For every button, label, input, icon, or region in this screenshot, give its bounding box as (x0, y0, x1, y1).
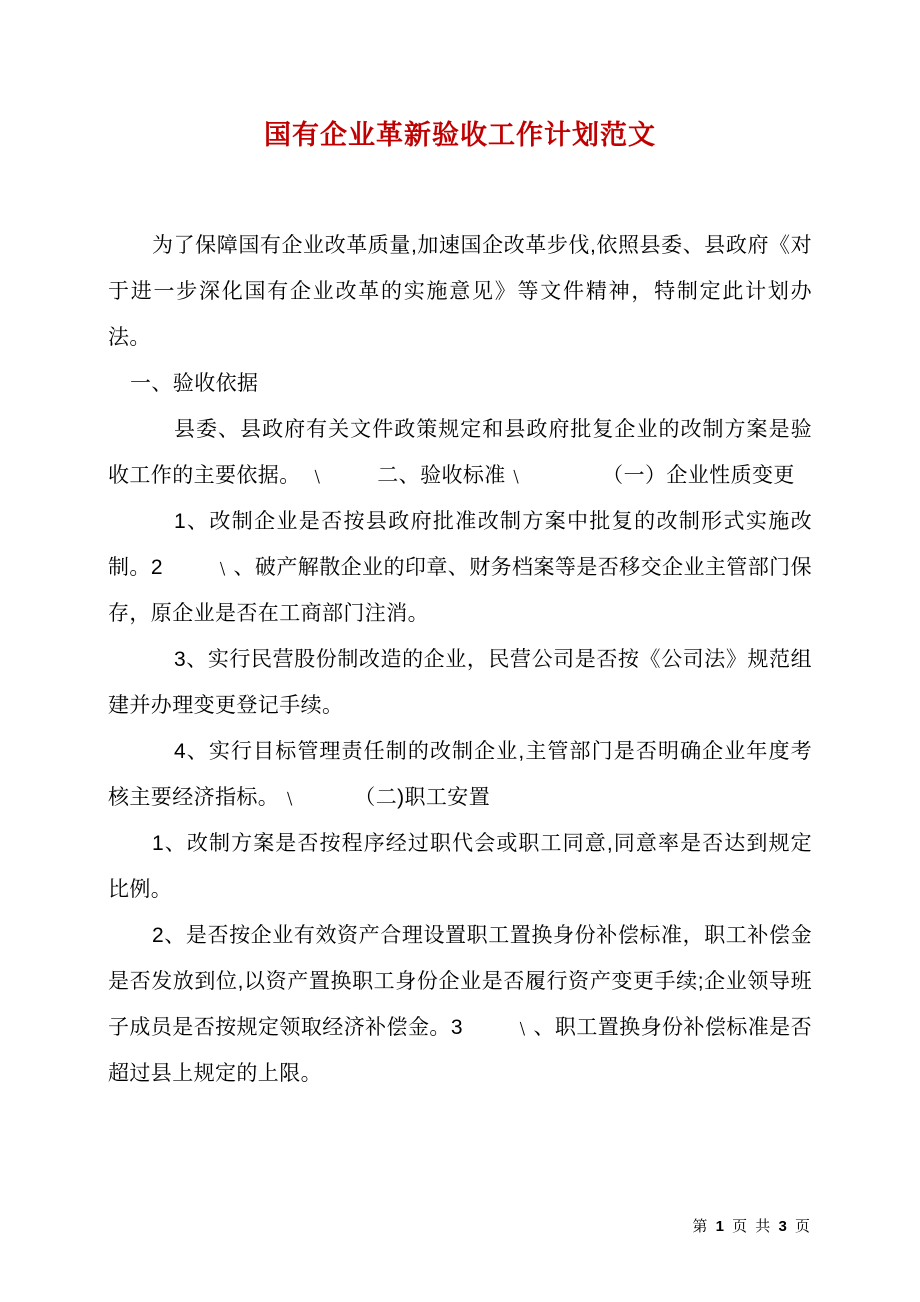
title-spacer (108, 153, 812, 223)
paragraph-5: 4、实行目标管理责任制的改制企业,主管部门是否明确企业年度考核主要经济指标。﹨ （二)职工安置 (108, 740, 812, 810)
footer-prefix: 第 (692, 1218, 710, 1235)
paragraph-2: 县委、县政府有关文件政策规定和县政府批复企业的改制方案是验收工作的主要依据。 ﹨ 二、验收标准﹨ （一）企业性质变更 (108, 418, 812, 488)
footer-page-word: 页 (732, 1218, 750, 1235)
paragraph-6: 1、改制方案是否按程序经过职代会或职工同意,同意率是否达到规定比例。 (108, 832, 812, 902)
section-heading-1: 一、验收依据 (130, 372, 259, 396)
paragraph-4: 3、实行民营股份制改造的企业，民营公司是否按《公司法》规范组建并办理变更登记手续。 (108, 648, 812, 718)
footer-suffix: 页 (794, 1218, 812, 1235)
footer-of-word: 共 (755, 1218, 773, 1235)
page-title: 国有企业革新验收工作计划范文 (264, 120, 656, 150)
paragraph-7: 2、是否按企业有效资产合理设置职工置换身份补偿标准，职工补偿金是否发放到位,以资产置换职工身份企业是否履行资产变更手续;企业领导班子成员是否按规定领取经济补偿金。3 ﹨、职工置换身份补偿标准是否超过县上规定的上限。 (108, 924, 812, 1086)
page-footer (0, 1215, 812, 1236)
footer-total-pages: 3 (778, 1218, 789, 1235)
paragraph-3: 1、改制企业是否按县政府批准改制方案中批复的改制形式实施改制。2 ﹨、破产解散企业的印章、财务档案等是否移交企业主管部门保存，原企业是否在工商部门注消。 (108, 510, 812, 626)
footer-current-page: 1 (715, 1218, 726, 1235)
paragraph-1: 为了保障国有企业改革质量,加速国企改革步伐,依照县委、县政府《对于进一步深化国有企业改革的实施意见》等文件精神，特制定此计划办法。 (108, 234, 812, 350)
document-body (108, 0, 812, 1097)
